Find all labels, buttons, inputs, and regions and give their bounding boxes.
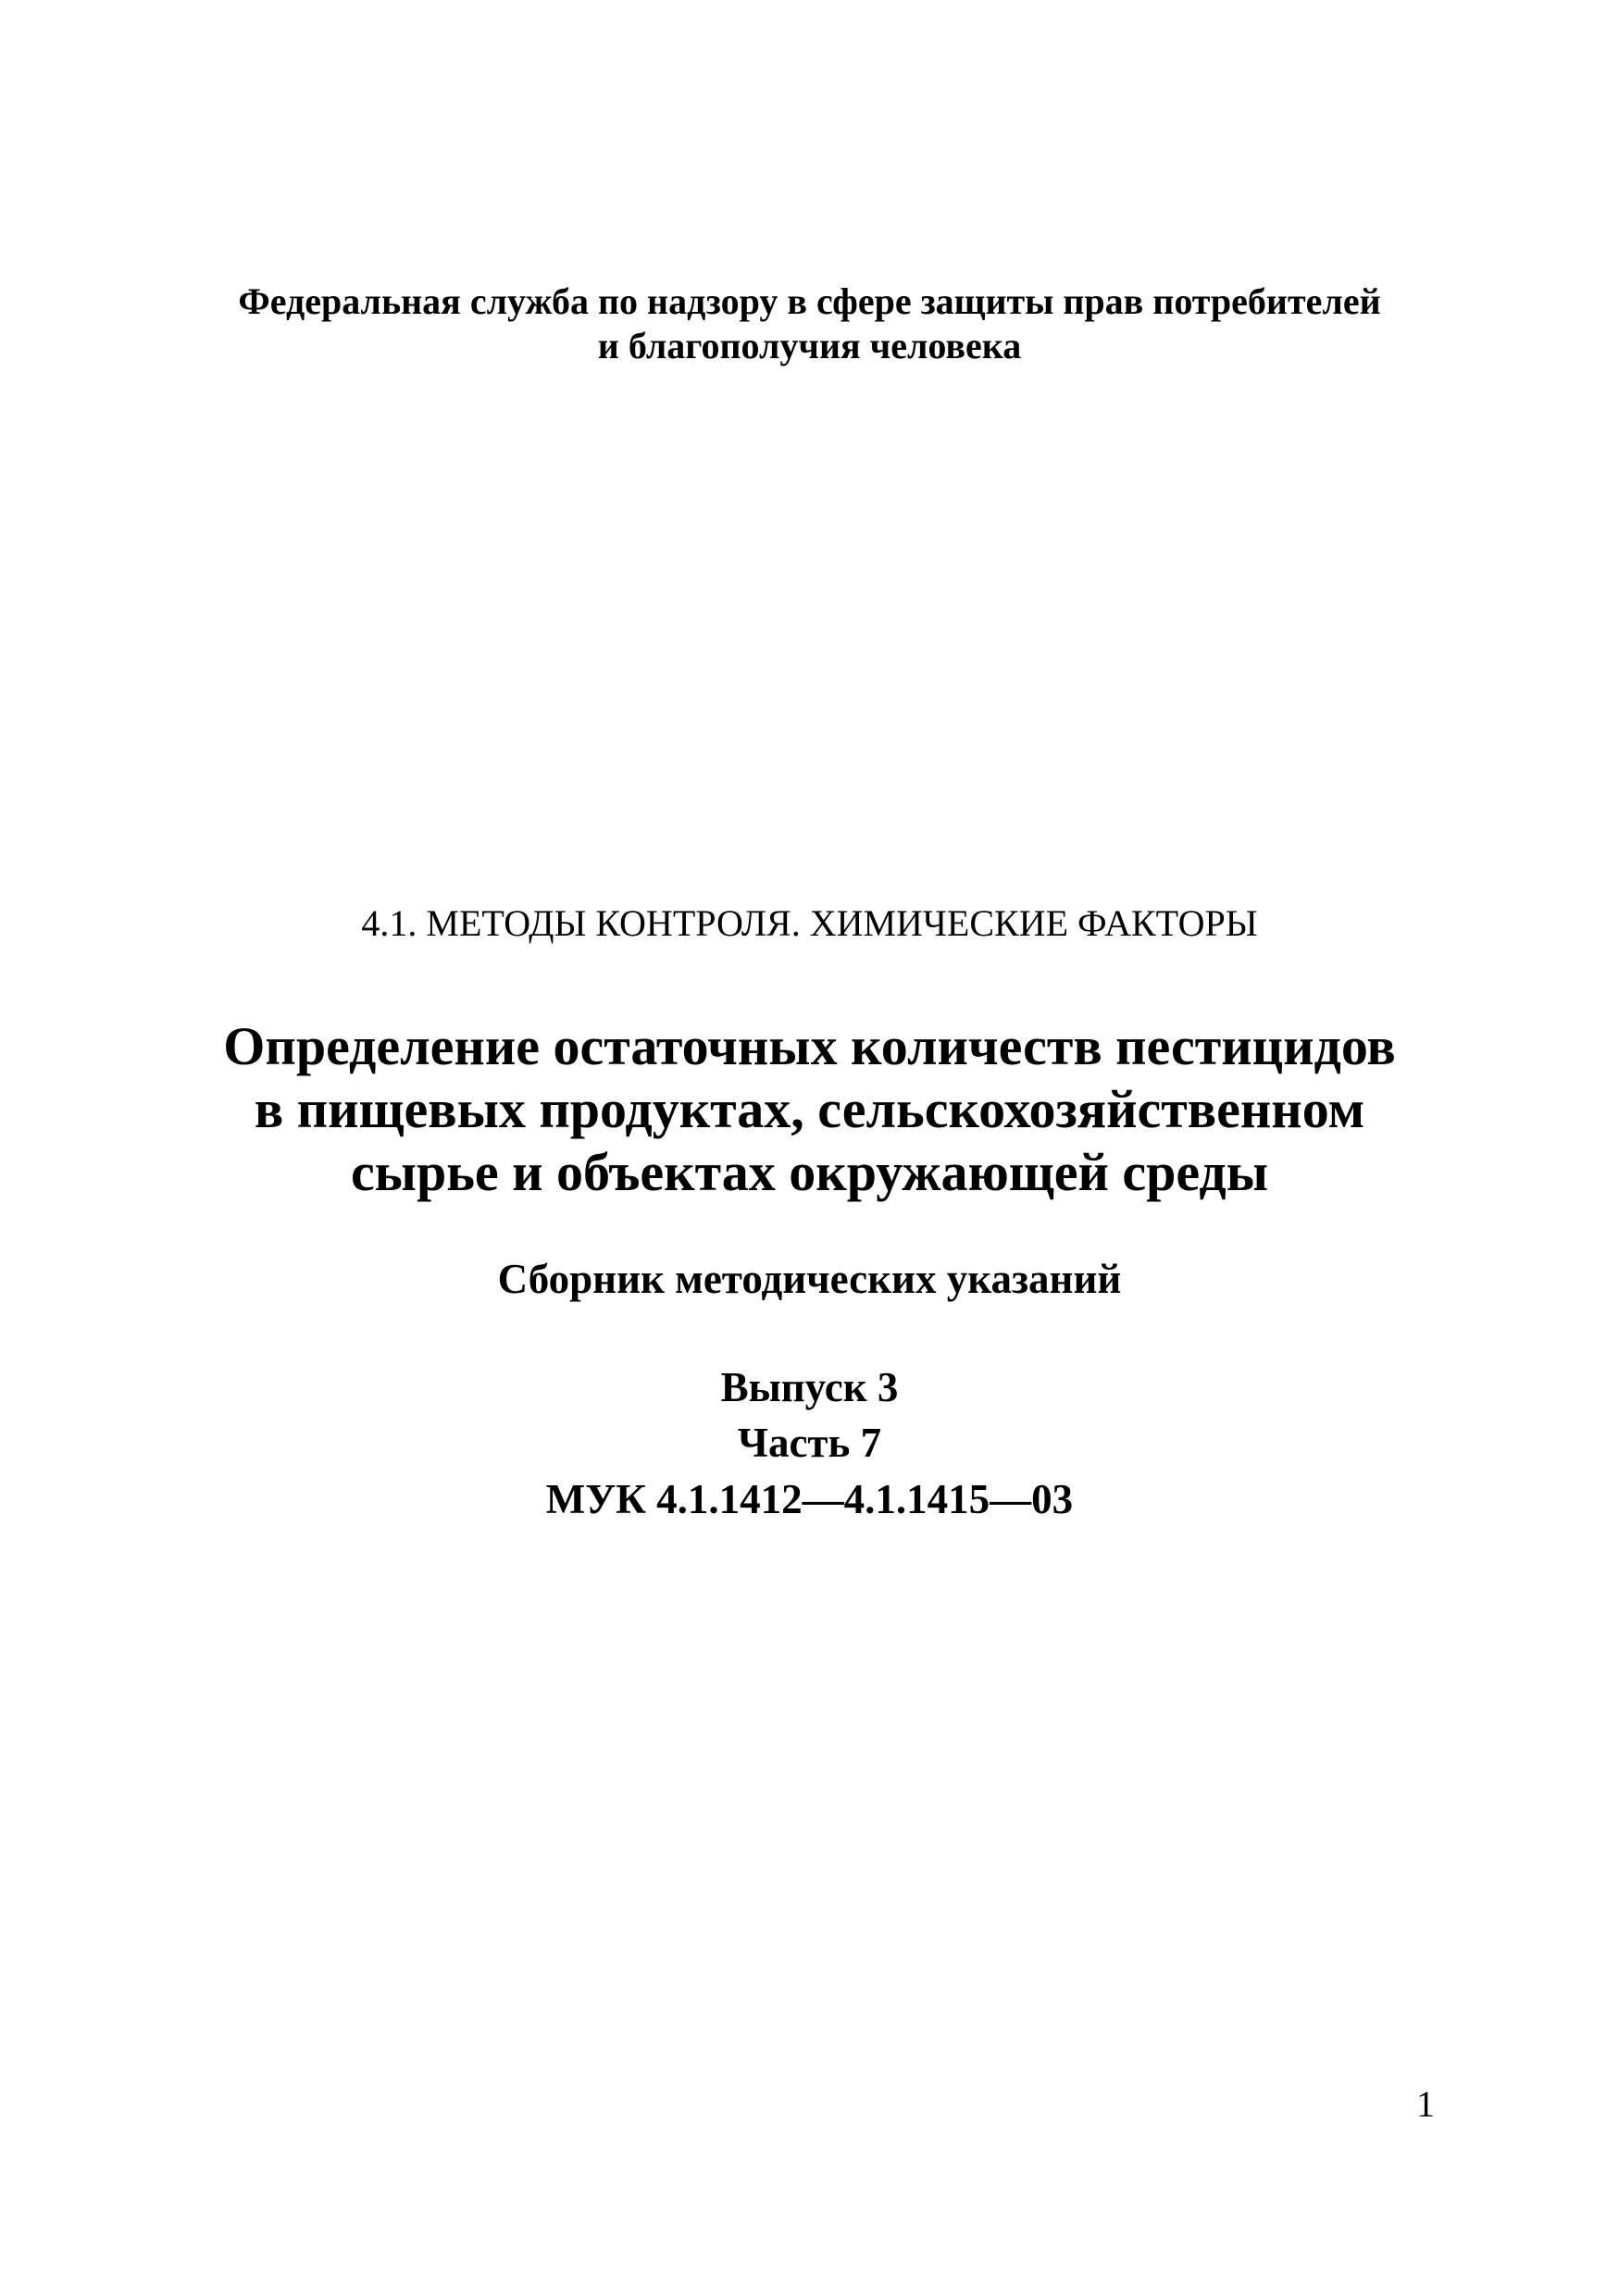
- part-number: Часть 7: [737, 1420, 882, 1466]
- document-subtitle: Сборник методических указаний: [497, 1256, 1122, 1302]
- document-title-line-1: Определение остаточных количеств пестицидов: [223, 1016, 1396, 1076]
- document-title-line-3: сырье и объектах окружающей среды: [350, 1142, 1269, 1202]
- document-code: МУК 4.1.1412—4.1.1415—03: [545, 1476, 1074, 1522]
- page-number: 1: [1416, 2083, 1435, 2125]
- agency-name-line-2: и благополучия человека: [597, 325, 1022, 366]
- agency-name-line-1: Федеральная служба по надзору в сфере защиты прав потребителей: [238, 280, 1381, 322]
- document-title-line-2: в пищевых продуктах, сельскохозяйственном: [254, 1079, 1365, 1139]
- section-heading: 4.1. МЕТОДЫ КОНТРОЛЯ. ХИМИЧЕСКИЕ ФАКТОРЫ: [361, 902, 1258, 944]
- issue-number: Выпуск 3: [720, 1364, 899, 1410]
